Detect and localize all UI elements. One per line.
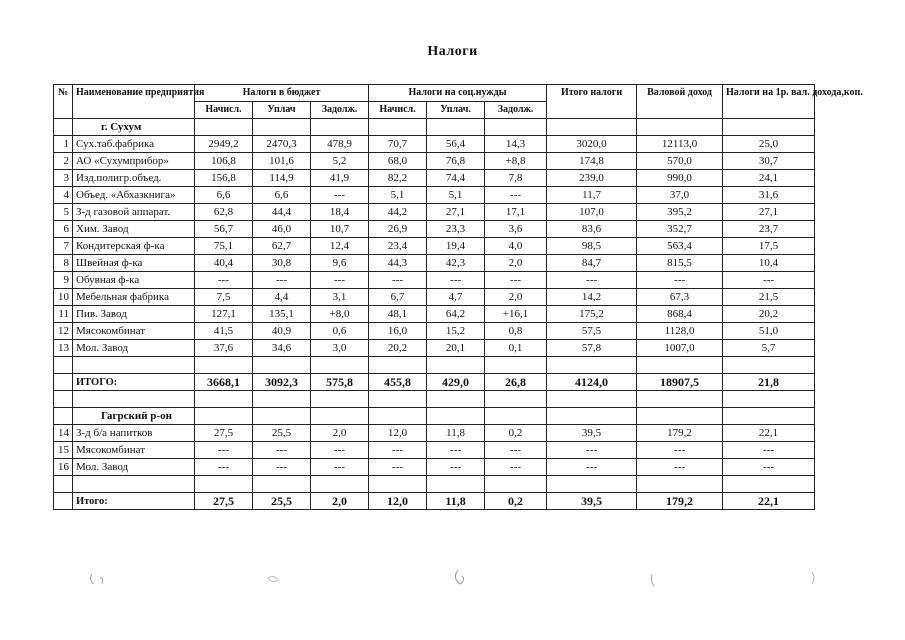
value-cell: 41,5 (195, 323, 253, 340)
value-cell: 17,5 (723, 238, 815, 255)
empty-cell (547, 357, 637, 374)
enterprise-name: З-д б/а напитков (73, 425, 195, 442)
value-cell: 868,4 (637, 306, 723, 323)
row-number: 16 (54, 459, 73, 476)
value-cell: 106,8 (195, 153, 253, 170)
row-number: 9 (54, 272, 73, 289)
value-cell: 9,6 (311, 255, 369, 272)
total-value-cell: 3668,1 (195, 374, 253, 391)
empty-cell (54, 493, 73, 510)
value-cell: 57,5 (547, 323, 637, 340)
value-cell: 395,2 (637, 204, 723, 221)
empty-cell (547, 119, 637, 136)
value-cell: 76,8 (427, 153, 485, 170)
empty-cell (637, 119, 723, 136)
value-cell: 478,9 (311, 136, 369, 153)
value-cell: 5,1 (369, 187, 427, 204)
row-number: 3 (54, 170, 73, 187)
value-cell: 56,7 (195, 221, 253, 238)
value-cell: --- (311, 442, 369, 459)
value-cell: --- (547, 459, 637, 476)
value-cell: 82,2 (369, 170, 427, 187)
value-cell: --- (369, 442, 427, 459)
value-cell: --- (547, 442, 637, 459)
value-cell: --- (723, 459, 815, 476)
empty-cell (311, 408, 369, 425)
value-cell: --- (253, 459, 311, 476)
empty-cell (253, 357, 311, 374)
empty-cell (637, 408, 723, 425)
value-cell: 75,1 (195, 238, 253, 255)
table-row (54, 340, 815, 357)
total-value-cell: 179,2 (637, 493, 723, 510)
enterprise-name: З-д газовой аппарат. (73, 204, 195, 221)
empty-cell (485, 391, 547, 408)
col-header-name: Наименование предприятия (73, 85, 195, 119)
value-cell: 127,1 (195, 306, 253, 323)
value-cell: 4,0 (485, 238, 547, 255)
table-row (54, 425, 815, 442)
value-cell: --- (427, 272, 485, 289)
empty-cell (485, 476, 547, 493)
value-cell: 64,2 (427, 306, 485, 323)
value-cell: 156,8 (195, 170, 253, 187)
value-cell: --- (195, 442, 253, 459)
value-cell: 135,1 (253, 306, 311, 323)
value-cell: 39,5 (547, 425, 637, 442)
value-cell: --- (485, 187, 547, 204)
empty-cell (54, 408, 73, 425)
empty-cell (253, 119, 311, 136)
empty-cell (195, 357, 253, 374)
empty-cell (637, 476, 723, 493)
table-row (54, 238, 815, 255)
empty-cell (54, 357, 73, 374)
row-number: 8 (54, 255, 73, 272)
table-row (54, 306, 815, 323)
value-cell: 23,4 (369, 238, 427, 255)
empty-cell (547, 391, 637, 408)
empty-cell (723, 357, 815, 374)
value-cell: 62,7 (253, 238, 311, 255)
value-cell: 20,2 (369, 340, 427, 357)
value-cell: 17,1 (485, 204, 547, 221)
value-cell: 30,8 (253, 255, 311, 272)
empty-cell (369, 119, 427, 136)
value-cell: --- (427, 459, 485, 476)
total-value-cell: 22,1 (723, 493, 815, 510)
empty-cell (369, 391, 427, 408)
value-cell: 40,4 (195, 255, 253, 272)
empty-cell (485, 408, 547, 425)
value-cell: 44,3 (369, 255, 427, 272)
empty-cell (427, 119, 485, 136)
empty-cell (427, 357, 485, 374)
empty-cell (311, 357, 369, 374)
total-value-cell: 39,5 (547, 493, 637, 510)
value-cell: --- (195, 459, 253, 476)
table-row (54, 221, 815, 238)
total-value-cell: 21,8 (723, 374, 815, 391)
table-row (54, 289, 815, 306)
empty-cell (369, 408, 427, 425)
empty-cell (427, 476, 485, 493)
empty-cell (54, 374, 73, 391)
section-header-row (54, 119, 815, 136)
total-value-cell: 575,8 (311, 374, 369, 391)
total-value-cell: 3092,3 (253, 374, 311, 391)
value-cell: 101,6 (253, 153, 311, 170)
empty-cell (485, 119, 547, 136)
value-cell: 26,9 (369, 221, 427, 238)
value-cell: 3,1 (311, 289, 369, 306)
value-cell: 3,6 (485, 221, 547, 238)
value-cell: 2470,3 (253, 136, 311, 153)
value-cell: 48,1 (369, 306, 427, 323)
value-cell: 68,0 (369, 153, 427, 170)
value-cell: 23,7 (723, 221, 815, 238)
value-cell: 31,6 (723, 187, 815, 204)
value-cell: 98,5 (547, 238, 637, 255)
value-cell: --- (253, 442, 311, 459)
value-cell: 34,6 (253, 340, 311, 357)
value-cell: 2949,2 (195, 136, 253, 153)
value-cell: 70,7 (369, 136, 427, 153)
table-row (54, 136, 815, 153)
value-cell: --- (311, 272, 369, 289)
empty-cell (637, 391, 723, 408)
subheader-budget-debt: Задолж. (311, 102, 369, 119)
row-number: 14 (54, 425, 73, 442)
value-cell: 11,8 (427, 425, 485, 442)
value-cell: 27,1 (427, 204, 485, 221)
value-cell: 37,6 (195, 340, 253, 357)
empty-cell (547, 476, 637, 493)
value-cell: 51,0 (723, 323, 815, 340)
row-number: 7 (54, 238, 73, 255)
empty-cell (54, 476, 73, 493)
value-cell: 1007,0 (637, 340, 723, 357)
value-cell: --- (311, 459, 369, 476)
value-cell: --- (485, 442, 547, 459)
value-cell: --- (637, 272, 723, 289)
empty-cell (195, 391, 253, 408)
value-cell: 11,7 (547, 187, 637, 204)
value-cell: 239,0 (547, 170, 637, 187)
value-cell: 14,3 (485, 136, 547, 153)
value-cell: --- (427, 442, 485, 459)
empty-cell (547, 408, 637, 425)
value-cell: 5,1 (427, 187, 485, 204)
enterprise-name: Мебельная фабрика (73, 289, 195, 306)
empty-cell (427, 391, 485, 408)
value-cell: 2,0 (485, 289, 547, 306)
value-cell: 4,4 (253, 289, 311, 306)
value-cell: 352,7 (637, 221, 723, 238)
enterprise-name: Мясокомбинат (73, 442, 195, 459)
total-value-cell: 26,8 (485, 374, 547, 391)
value-cell: 570,0 (637, 153, 723, 170)
spacer-row (54, 357, 815, 374)
col-header-per-ruble: Налоги на 1р. вал. дохода,коп. (723, 85, 815, 119)
value-cell: 1128,0 (637, 323, 723, 340)
value-cell: 40,9 (253, 323, 311, 340)
empty-cell (723, 408, 815, 425)
value-cell: 16,0 (369, 323, 427, 340)
value-cell: 179,2 (637, 425, 723, 442)
page-title: Налоги (427, 44, 478, 59)
value-cell: +8,8 (485, 153, 547, 170)
subheader-budget-accrued: Начисл. (195, 102, 253, 119)
enterprise-name: Швейная ф-ка (73, 255, 195, 272)
enterprise-name: Мясокомбинат (73, 323, 195, 340)
value-cell: +8,0 (311, 306, 369, 323)
value-cell: 27,1 (723, 204, 815, 221)
total-value-cell: 12,0 (369, 493, 427, 510)
value-cell: +16,1 (485, 306, 547, 323)
row-number: 1 (54, 136, 73, 153)
empty-cell (311, 391, 369, 408)
value-cell: 62,8 (195, 204, 253, 221)
empty-cell (637, 357, 723, 374)
empty-cell (723, 476, 815, 493)
value-cell: 14,2 (547, 289, 637, 306)
total-label: Итого: (73, 493, 195, 510)
empty-cell (195, 476, 253, 493)
table-row (54, 459, 815, 476)
table-row (54, 170, 815, 187)
empty-cell (485, 357, 547, 374)
value-cell: 174,8 (547, 153, 637, 170)
row-number: 11 (54, 306, 73, 323)
enterprise-name: Хим. Завод (73, 221, 195, 238)
value-cell: 0,1 (485, 340, 547, 357)
total-value-cell: 4124,0 (547, 374, 637, 391)
value-cell: --- (723, 442, 815, 459)
value-cell: 44,2 (369, 204, 427, 221)
value-cell: 27,5 (195, 425, 253, 442)
value-cell: 41,9 (311, 170, 369, 187)
value-cell: 21,5 (723, 289, 815, 306)
value-cell: 83,6 (547, 221, 637, 238)
section-name: г. Сухум (73, 119, 195, 136)
taxes-table (53, 84, 863, 510)
total-value-cell: 25,5 (253, 493, 311, 510)
empty-cell (369, 357, 427, 374)
value-cell: 12,4 (311, 238, 369, 255)
value-cell: 5,7 (723, 340, 815, 357)
value-cell: 3020,0 (547, 136, 637, 153)
total-label: ИТОГО: (73, 374, 195, 391)
value-cell: 0,2 (485, 425, 547, 442)
total-row (54, 374, 815, 391)
value-cell: 84,7 (547, 255, 637, 272)
value-cell: 57,8 (547, 340, 637, 357)
total-value-cell: 455,8 (369, 374, 427, 391)
value-cell: 0,8 (485, 323, 547, 340)
row-number: 5 (54, 204, 73, 221)
value-cell: --- (253, 272, 311, 289)
total-value-cell: 11,8 (427, 493, 485, 510)
enterprise-name: Изд.полигр.объед. (73, 170, 195, 187)
value-cell: 46,0 (253, 221, 311, 238)
value-cell: 15,2 (427, 323, 485, 340)
value-cell: 25,0 (723, 136, 815, 153)
empty-cell (253, 408, 311, 425)
enterprise-name: Пив. Завод (73, 306, 195, 323)
subheader-social-paid: Уплач. (427, 102, 485, 119)
empty-cell (253, 391, 311, 408)
value-cell: --- (195, 272, 253, 289)
value-cell: 2,0 (485, 255, 547, 272)
total-row (54, 493, 815, 510)
empty-cell (311, 476, 369, 493)
empty-cell (195, 408, 253, 425)
enterprise-name: Мол. Завод (73, 340, 195, 357)
value-cell: 10,4 (723, 255, 815, 272)
empty-cell (54, 119, 73, 136)
value-cell: 19,4 (427, 238, 485, 255)
subheader-social-debt: Задолж. (485, 102, 547, 119)
value-cell: --- (637, 442, 723, 459)
row-number: 13 (54, 340, 73, 357)
subheader-budget-paid: Уплач (253, 102, 311, 119)
value-cell: 5,2 (311, 153, 369, 170)
table-row (54, 323, 815, 340)
value-cell: --- (723, 272, 815, 289)
value-cell: --- (369, 272, 427, 289)
row-number: 15 (54, 442, 73, 459)
enterprise-name: Сух.таб.фабрика (73, 136, 195, 153)
value-cell: 25,5 (253, 425, 311, 442)
value-cell: 22,1 (723, 425, 815, 442)
table-row (54, 187, 815, 204)
col-header-total-taxes: Итого налоги (547, 85, 637, 119)
value-cell: 56,4 (427, 136, 485, 153)
row-number: 12 (54, 323, 73, 340)
empty-cell (253, 476, 311, 493)
empty-cell (369, 476, 427, 493)
handwritten-marks (0, 560, 905, 600)
enterprise-name: Кондитерская ф-ка (73, 238, 195, 255)
table-row (54, 272, 815, 289)
value-cell: 67,3 (637, 289, 723, 306)
value-cell: 0,6 (311, 323, 369, 340)
value-cell: 815,5 (637, 255, 723, 272)
value-cell: --- (369, 459, 427, 476)
section-header-row (54, 408, 815, 425)
spacer-row (54, 391, 815, 408)
table-row (54, 255, 815, 272)
value-cell: 6,7 (369, 289, 427, 306)
value-cell: 563,4 (637, 238, 723, 255)
empty-cell (73, 357, 195, 374)
value-cell: 3,0 (311, 340, 369, 357)
value-cell: 30,7 (723, 153, 815, 170)
row-number: 6 (54, 221, 73, 238)
subheader-social-accrued: Начисл. (369, 102, 427, 119)
table-row (54, 153, 815, 170)
total-value-cell: 18907,5 (637, 374, 723, 391)
value-cell: 114,9 (253, 170, 311, 187)
enterprise-name: Объед. «Абхазкнига» (73, 187, 195, 204)
value-cell: 42,3 (427, 255, 485, 272)
value-cell: 44,4 (253, 204, 311, 221)
empty-cell (427, 408, 485, 425)
value-cell: 7,8 (485, 170, 547, 187)
value-cell: --- (485, 459, 547, 476)
value-cell: 6,6 (253, 187, 311, 204)
value-cell: 6,6 (195, 187, 253, 204)
table-row (54, 442, 815, 459)
empty-cell (73, 391, 195, 408)
value-cell: 37,0 (637, 187, 723, 204)
empty-cell (723, 391, 815, 408)
value-cell: 20,1 (427, 340, 485, 357)
empty-cell (195, 119, 253, 136)
value-cell: 23,3 (427, 221, 485, 238)
value-cell: 2,0 (311, 425, 369, 442)
empty-cell (723, 119, 815, 136)
value-cell: 20,2 (723, 306, 815, 323)
col-header-gross-income: Валовой доход (637, 85, 723, 119)
row-number: 4 (54, 187, 73, 204)
section-name: Гагрский р-он (73, 408, 195, 425)
spacer-row (54, 476, 815, 493)
total-value-cell: 27,5 (195, 493, 253, 510)
total-value-cell: 0,2 (485, 493, 547, 510)
value-cell: 175,2 (547, 306, 637, 323)
value-cell: 18,4 (311, 204, 369, 221)
value-cell: 24,1 (723, 170, 815, 187)
empty-cell (311, 119, 369, 136)
enterprise-name: Обувная ф-ка (73, 272, 195, 289)
value-cell: 990,0 (637, 170, 723, 187)
col-header-social: Налоги на соц.нужды (369, 85, 547, 102)
total-value-cell: 429,0 (427, 374, 485, 391)
enterprise-name: Мол. Завод (73, 459, 195, 476)
value-cell: 7,5 (195, 289, 253, 306)
value-cell: 4,7 (427, 289, 485, 306)
enterprise-name: АО «Сухумприбор» (73, 153, 195, 170)
row-number: 10 (54, 289, 73, 306)
total-value-cell: 2,0 (311, 493, 369, 510)
table-row (54, 204, 815, 221)
value-cell: 12113,0 (637, 136, 723, 153)
value-cell: 74,4 (427, 170, 485, 187)
value-cell: 107,0 (547, 204, 637, 221)
value-cell: --- (485, 272, 547, 289)
col-header-number: № (54, 85, 73, 119)
row-number: 2 (54, 153, 73, 170)
value-cell: --- (311, 187, 369, 204)
empty-cell (73, 476, 195, 493)
value-cell: 12,0 (369, 425, 427, 442)
value-cell: 10,7 (311, 221, 369, 238)
value-cell: --- (637, 459, 723, 476)
empty-cell (54, 391, 73, 408)
col-header-budget: Налоги в бюджет (195, 85, 369, 102)
value-cell: --- (547, 272, 637, 289)
